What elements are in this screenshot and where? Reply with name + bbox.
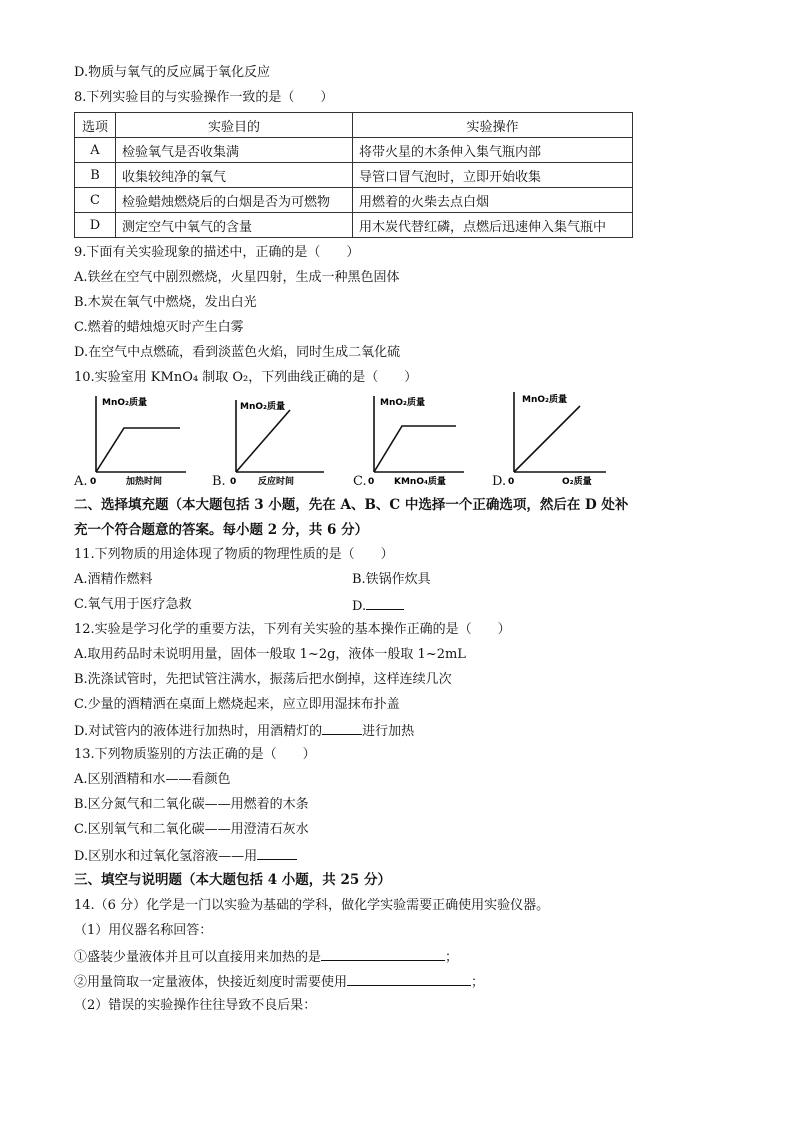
row-purpose: 检验氧气是否收集满: [116, 138, 353, 163]
graph-c: [366, 392, 498, 487]
q10-stem: 10.实验室用 KMnO₄ 制取 O₂，下列曲线正确的是（ ）: [74, 370, 418, 385]
row-operation: 用燃着的火柴去点白烟: [353, 188, 633, 213]
x-label: 反应时间: [258, 477, 295, 487]
q11-option-d: [352, 596, 404, 616]
row-operation: 用木炭代替红磷，点燃后迅速伸入集气瓶中: [353, 213, 633, 238]
curve: [96, 428, 180, 472]
x-label: 加热时间: [126, 477, 163, 487]
row-operation: 将带火星的木条伸入集气瓶内部: [353, 138, 633, 163]
origin-label: 0: [230, 477, 237, 487]
q12-option-d: [74, 721, 414, 741]
q9-option-b: B.木炭在氧气中燃烧，发出白光: [74, 295, 257, 310]
graph-a-letter: A.: [74, 474, 88, 489]
q11-option-b: B.铁锅作炊具: [352, 572, 431, 587]
q14-sub1-blank[interactable]: [321, 947, 445, 961]
table-row: [75, 138, 633, 163]
x-label: KMnO₄质量: [394, 477, 446, 487]
graph-b-letter: B.: [212, 474, 226, 489]
table-row: [75, 188, 633, 213]
q14-sub1-semicolon: ；: [445, 950, 459, 965]
curve: [514, 406, 580, 472]
q14-stem: 14.（6 分）化学是一门以实验为基础的学科，做化学实验需要正确使用实验仪器。: [74, 898, 550, 913]
graph-d: [506, 392, 638, 487]
row-option: D: [75, 213, 116, 238]
q11-option-c: C.氧气用于医疗急救: [74, 597, 192, 612]
section-3-title: 三、填空与说明题（本大题包括 4 小题，共 25 分）: [74, 872, 391, 888]
q8-table: [74, 112, 633, 238]
y-label: MnO₂质量: [380, 398, 425, 408]
y-label: MnO₂质量: [102, 398, 147, 408]
graph-b: [228, 392, 360, 487]
header-purpose: 实验目的: [116, 113, 353, 138]
origin-label: 0: [368, 477, 375, 487]
q9-option-c: C.燃着的蜡烛熄灭时产生白雾: [74, 320, 244, 335]
graph-b-svg: [228, 392, 360, 487]
table-row: [75, 213, 633, 238]
row-option: C: [75, 188, 116, 213]
origin-label: 0: [90, 477, 97, 487]
q11-d-blank[interactable]: [366, 596, 404, 610]
q11-option-a: A.酒精作燃料: [74, 572, 153, 587]
q14-sub2: [74, 972, 484, 992]
q12-d-suffix: 进行加热: [362, 724, 415, 739]
q9-option-d: D.在空气中点燃硫，看到淡蓝色火焰，同时生成二氧化硫: [74, 345, 401, 360]
curve: [236, 410, 290, 472]
row-purpose: 收集较纯净的氧气: [116, 163, 353, 188]
graph-d-letter: D.: [492, 474, 507, 489]
q13-d-label: D.区别水和过氧化氢溶液——用: [74, 849, 258, 864]
graph-d-svg: [506, 392, 638, 487]
q12-option-a: A.取用药品时未说明用量，固体一般取 1~2g，液体一般取 1~2mL: [74, 647, 466, 662]
q13-option-c: C.区别氧气和二氧化碳——用澄清石灰水: [74, 822, 309, 837]
q14-sub2-text: ②用量筒取一定量液体，快接近刻度时需要使用: [74, 975, 348, 990]
graph-c-letter: C.: [353, 474, 367, 489]
table-header-row: [75, 113, 633, 138]
y-label: MnO₂质量: [522, 395, 567, 405]
graph-c-svg: [366, 392, 498, 487]
q14-sub2-semicolon: ；: [471, 975, 485, 990]
q9-option-a: A.铁丝在空气中剧烈燃烧，火星四射，生成一种黑色固体: [74, 270, 400, 285]
section-2-title-line2: 充一个符合题意的答案。每小题 2 分，共 6 分）: [74, 522, 369, 538]
q14-sub2-blank[interactable]: [347, 972, 471, 986]
q11-stem: 11.下列物质的用途体现了物质的物理性质的是（ ）: [74, 547, 394, 562]
q12-stem: 12.实验是学习化学的重要方法，下列有关实验的基本操作正确的是（ ）: [74, 622, 511, 637]
q12-d-blank[interactable]: [322, 721, 362, 735]
q14-part2: （2）错误的实验操作往往导致不良后果：: [74, 998, 317, 1013]
q13-option-b: B.区分氮气和二氧化碳——用燃着的木条: [74, 797, 309, 812]
q12-option-c: C.少量的酒精洒在桌面上燃烧起来，应立即用湿抹布扑盖: [74, 697, 400, 712]
q13-stem: 13.下列物质鉴别的方法正确的是（ ）: [74, 747, 316, 762]
graph-a-svg: [88, 392, 220, 487]
section-2-title-line1: 二、选择填充题（本大题包括 3 小题，先在 A、B、C 中选择一个正确选项，然后在 D 处补: [74, 497, 629, 513]
row-purpose: 检验蜡烛燃烧后的白烟是否为可燃物: [116, 188, 353, 213]
q8-stem: 8.下列实验目的与实验操作一致的是（ ）: [74, 90, 334, 105]
q11-d-label: D.: [352, 599, 367, 614]
q9-stem: 9.下面有关实验现象的描述中，正确的是（ ）: [74, 245, 360, 260]
origin-label: 0: [508, 477, 515, 487]
row-purpose: 测定空气中氧气的含量: [116, 213, 353, 238]
curve: [374, 426, 456, 472]
q12-option-b: B.洗涤试管时，先把试管注满水，振荡后把水倒掉，这样连续几次: [74, 672, 452, 687]
q13-option-d: [74, 846, 297, 866]
q7-option-d: D.物质与氧气的反应属于氧化反应: [74, 65, 271, 80]
y-label: MnO₂质量: [240, 402, 285, 412]
q13-d-blank[interactable]: [257, 846, 297, 860]
row-option: B: [75, 163, 116, 188]
q12-d-prefix: D.对试管内的液体进行加热时，用酒精灯的: [74, 724, 323, 739]
q13-option-a: A.区别酒精和水——看颜色: [74, 772, 231, 787]
q14-sub1-text: ①盛装少量液体并且可以直接用来加热的是: [74, 950, 322, 965]
row-option: A: [75, 138, 116, 163]
header-option: 选项: [75, 113, 116, 138]
header-operation: 实验操作: [353, 113, 633, 138]
row-operation: 导管口冒气泡时，立即开始收集: [353, 163, 633, 188]
graph-a: [88, 392, 220, 487]
q14-part1: （1）用仪器名称回答：: [74, 923, 213, 938]
x-label: O₂质量: [562, 477, 592, 487]
table-row: [75, 163, 633, 188]
q14-sub1: [74, 947, 458, 967]
